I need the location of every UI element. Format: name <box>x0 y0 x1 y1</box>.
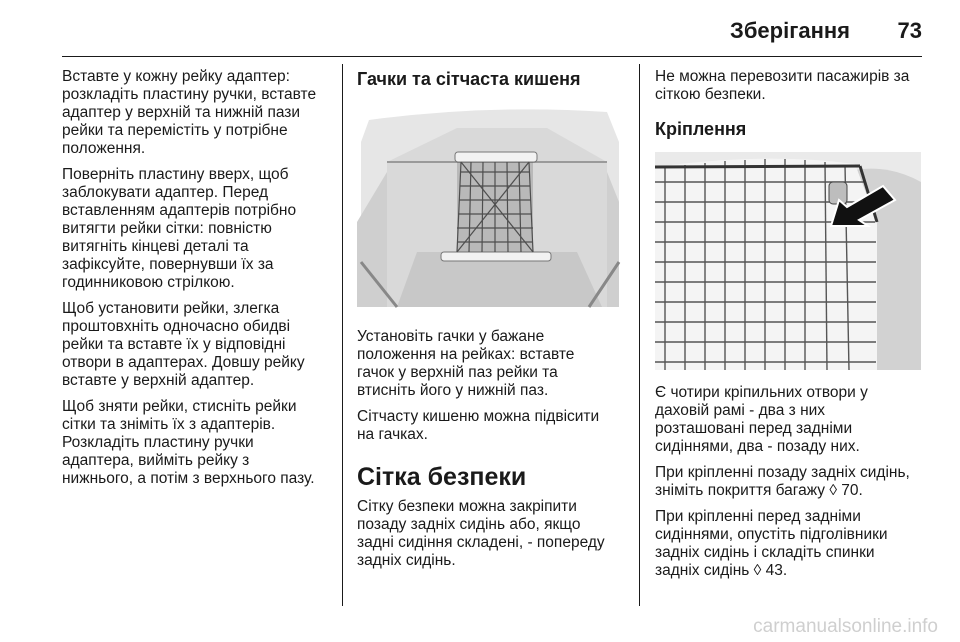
paragraph: Поверніть пластину вверх, щоб заблокувати адаптер. Перед вставленням адаптерів потрібно витягти рейки сітки: повністю витягніть кінцеві деталі та зафіксуйте, повернувши їх за годинниковою стрілкою. <box>62 166 297 291</box>
column-divider-left <box>342 64 343 606</box>
cargo-net-pocket-illustration <box>357 102 623 312</box>
section-heading: Кріплення <box>655 119 747 139</box>
paragraph: Вставте у кожну рейку адаптер: розкладіть пластину ручки, вставте адаптер у верхній та нижній пази рейки та перемістіть у потрібне положення. <box>62 68 317 157</box>
intro-paragraph: Не можна перевозити пасажирів за сіткою безпеки. <box>655 68 910 103</box>
column-3 <box>655 68 927 588</box>
safety-net-mount-illustration <box>655 152 921 370</box>
column-2 <box>357 68 625 578</box>
header-rule <box>62 56 922 57</box>
paragraph: Щоб установити рейки, злегка проштовхніть одночасно обидві рейки та вставте їх у відповідні отвори в адаптерах. Довшу рейку вставте у верхній адаптер. <box>62 300 305 389</box>
section-title: Сітка безпеки <box>357 463 527 491</box>
paragraph: Щоб зняти рейки, стисніть рейки сітки та зніміть їх з адаптерів. Розкладіть пластину ручки адаптера, вийміть рейку з нижнього, а потім з верхнього пазу. <box>62 398 315 487</box>
paragraph: Сітку безпеки можна закріпити позаду задніх сидінь або, якщо задні сидіння складені, - попереду задніх сидінь. <box>357 498 605 569</box>
paragraph: При кріпленні позаду задніх сидінь, зніміть покриття багажу ◊ 70. <box>655 464 910 499</box>
watermark: carmanualsonline.info <box>753 616 938 637</box>
paragraph: При кріпленні перед задніми сидіннями, опустіть підголівники задніх сидінь і складіть спинки задніх сидінь ◊ 43. <box>655 508 888 579</box>
paragraph: Є чотири кріпильних отвори у даховій рамі - два з них розташовані перед задніми сидіннями, два - позаду них. <box>655 384 868 455</box>
column-1 <box>62 68 332 496</box>
page-number: 73 <box>897 18 922 43</box>
paragraph: Сітчасту кишеню можна підвісити на гачках. <box>357 408 600 443</box>
paragraph: Установіть гачки у бажане положення на рейках: вставте гачок у верхній паз рейки та втисніть його у нижній паз. <box>357 328 575 399</box>
section-heading: Гачки та сітчаста кишеня <box>357 69 581 89</box>
page-header-title: Зберігання <box>730 18 850 43</box>
column-divider-right <box>639 64 640 606</box>
